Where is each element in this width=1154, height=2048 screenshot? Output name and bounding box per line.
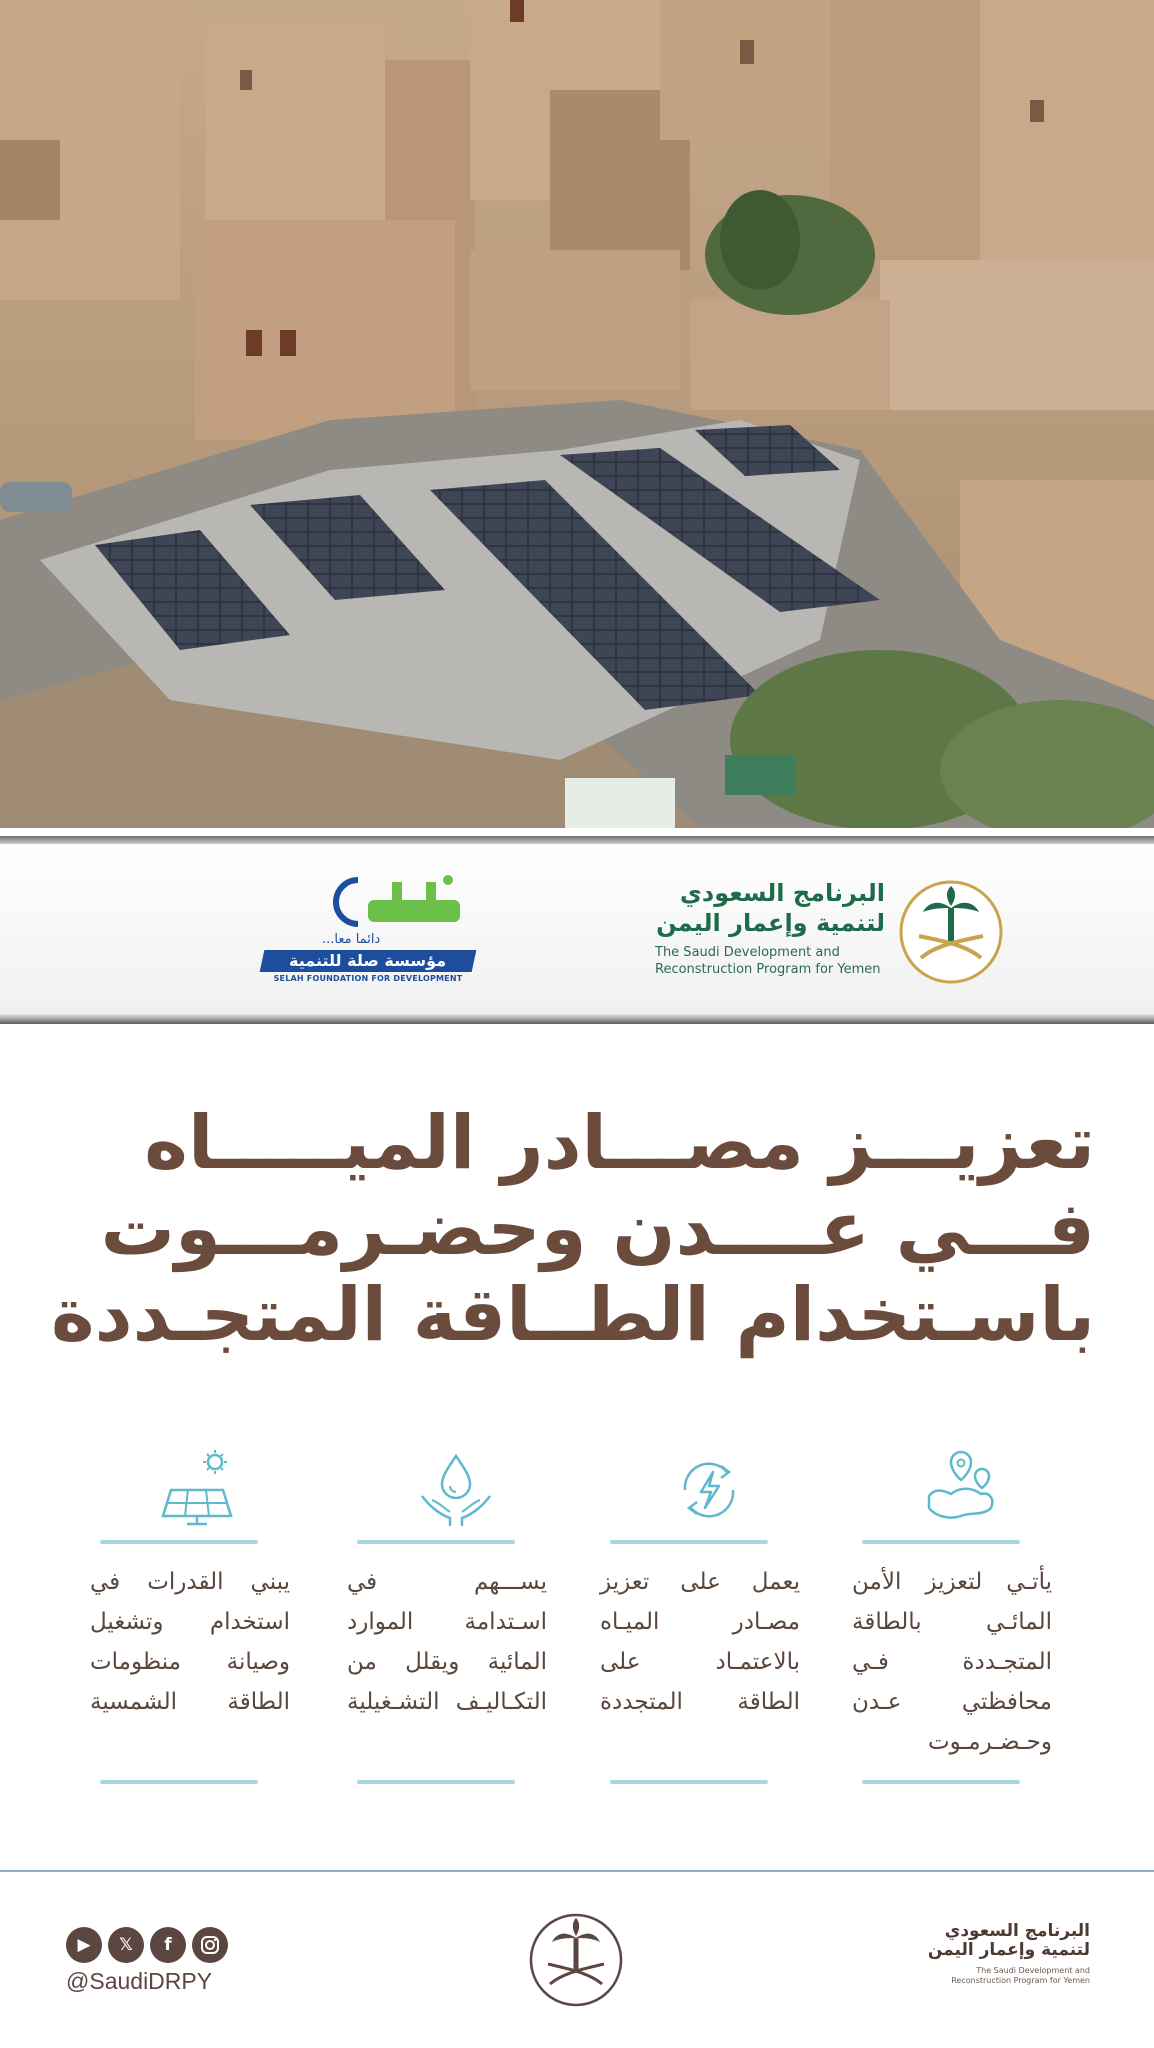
hero-photo-solar-farm — [0, 0, 1154, 828]
footer-logo-arabic-line2: لتنمية وإعمار اليمن — [927, 1940, 1090, 1960]
feature-text: يبني القدرات في استخدام وتشغيل وصيانة منظومات الطاقة الشمسية — [90, 1569, 290, 1715]
selah-name-arabic-text: مؤسسة صلة للتنمية — [289, 951, 447, 970]
hero-illustration — [0, 0, 1154, 828]
social-handle[interactable]: @SaudiDRPY — [66, 1968, 213, 1994]
selah-wordmark-icon — [298, 870, 468, 934]
feature-rule-bottom — [357, 1780, 515, 1784]
feature-text: يعمل على تعزيز مصـادر الميـاه بالاعتمـاد على الطاقة المتجددة — [600, 1569, 800, 1715]
feature-rule-top — [357, 1540, 515, 1544]
sdrpy-name-english-line1: The Saudi Development and — [655, 945, 840, 960]
facebook-icon[interactable]: f — [150, 1927, 186, 1963]
youtube-icon[interactable]: ▶ — [66, 1927, 102, 1963]
feature-rule-bottom — [100, 1780, 258, 1784]
feature-text: يســـهم في اسـتدامة الموارد المائية ويقلل من التكـاليـف التشـغيلية — [347, 1569, 547, 1715]
footer-logo-arabic-line1: البرنامج السعودي — [944, 1921, 1090, 1941]
sdrpy-logo — [655, 878, 1005, 998]
feature-rule-bottom — [862, 1780, 1020, 1784]
footer-logo-english-line2: Reconstruction Program for Yemen — [951, 1976, 1090, 1985]
headline-line-1: تعزيـــز مصـــادر الميـــــاه — [144, 1100, 1095, 1186]
footer-sdrpy-logo — [890, 1922, 1090, 1986]
headline-line-2: فـــي عــــدن وحضـرمـــوت — [100, 1186, 1095, 1272]
water-hands-icon — [416, 1450, 496, 1530]
footer-logo-english-line1: The Saudi Development and — [976, 1966, 1090, 1975]
map-location-icon — [921, 1450, 1001, 1530]
headline — [51, 1100, 1095, 1358]
band-bottom-border — [0, 1014, 1154, 1024]
feature-text: يأتـي لتعزيز الأمن المائـي بالطاقة المتجـددة فـي محافظتي عـدن وحـضـرمـوت — [852, 1569, 1052, 1755]
headline-line-3: باسـتخدام الطــاقة المتجـددة — [51, 1272, 1095, 1358]
sdrpy-name-arabic — [655, 878, 885, 938]
instagram-icon[interactable] — [192, 1927, 228, 1963]
renewable-energy-icon — [669, 1450, 749, 1530]
instagram-glyph — [192, 1927, 228, 1963]
social-links — [66, 1927, 236, 1967]
band-top-border — [0, 836, 1154, 844]
feature-rule-bottom — [610, 1780, 768, 1784]
sdrpy-name-arabic-line2: لتنمية وإعمار اليمن — [656, 909, 885, 937]
selah-name-english: SELAH FOUNDATION FOR DEVELOPMENT — [273, 974, 463, 983]
feature-rule-top — [610, 1540, 768, 1544]
sdrpy-name-english — [655, 944, 885, 978]
selah-tagline: دائما معا... — [322, 932, 381, 947]
sdrpy-name-english-line2: Reconstruction Program for Yemen — [655, 962, 881, 977]
sdrpy-name-arabic-line1: البرنامج السعودي — [679, 879, 885, 907]
footer-divider — [0, 1870, 1154, 1872]
feature-rule-top — [862, 1540, 1020, 1544]
saudi-emblem-icon — [528, 1912, 624, 2008]
saudi-palm-swords-emblem-icon — [897, 878, 1005, 986]
parked-car — [0, 482, 72, 512]
footer-logo-english — [890, 1966, 1090, 1986]
feature-rule-top — [100, 1540, 258, 1544]
selah-name-arabic — [260, 950, 477, 972]
selah-foundation-logo — [262, 870, 474, 983]
x-icon[interactable]: 𝕏 — [108, 1927, 144, 1963]
solar-panel-icon — [159, 1450, 239, 1530]
